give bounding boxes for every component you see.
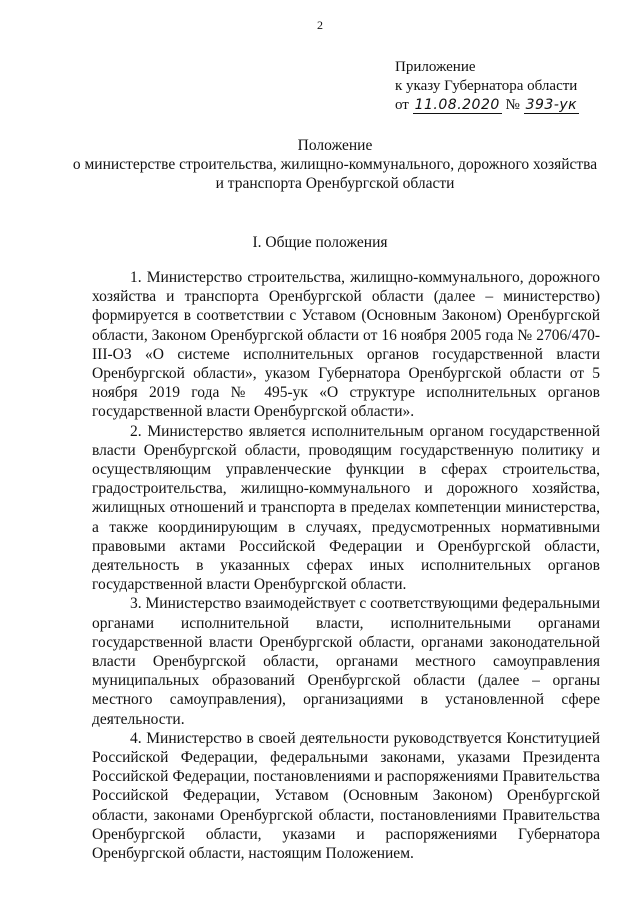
appendix-date-line <box>395 96 579 115</box>
paragraph-2: 2. Министерство является исполнительным органом государственной власти Оренбургской области, проводящим государственную политику и осуществляющим управленческие функции в сферах строительства, градостроительства, жилищно-коммунального и дорожного хозяйства, жилищных отношений и транспорта в пределах компетенции министерства, а также координирующим в случаях, предусмотренных нормативными правовыми актами Российской Федерации и Оренбургской области, деятельность в указанных сферах иных исполнительных органов государственной власти Оренбургской области. <box>92 422 600 594</box>
paragraph-4: 4. Министерство в своей деятельности руководствуется Конституцией Российской Федерации, федеральными законами, указами Президента Российской Федерации, постановлениями и распоряжениями Правительства Российской Федерации, Уставом (Основным Законом) Оренбургской области, законами Оренбургской области, постановлениями Правительства Оренбургской области, указами и распоряжениями Губернатора Оренбургской области, настоящим Положением. <box>92 729 600 863</box>
title-line-1: Положение <box>297 137 373 154</box>
section-heading: I. Общие положения <box>252 234 388 251</box>
date-prefix: от <box>395 97 409 113</box>
handwritten-date: 11.08.2020 <box>414 97 500 113</box>
document-body <box>92 268 600 863</box>
appendix-reference: к указу Губернатора области <box>395 78 578 94</box>
page-number: 2 <box>317 18 323 32</box>
appendix-block <box>395 58 579 115</box>
paragraph-1: 1. Министерство строительства, жилищно-коммунального, дорожного хозяйства и транспорта Оренбургской области (далее – министерство) формируется в соответствии с Уставом (Основным Законом) Оренбургской области, Законом Оренбургской области от 16 ноября 2005 года № 2706/470-III-ОЗ «О системе исполнительных органов государственной власти Оренбургской области», указом Губернатора Оренбургской области от 5 ноября 2019 года № 495-ук «О структуре исполнительных органов государственной власти Оренбургской области». <box>92 269 600 421</box>
number-prefix: № <box>505 97 520 113</box>
appendix-title: Приложение <box>395 59 476 75</box>
title-line-2: о министерстве строительства, жилищно-коммунального, дорожного хозяйства и транспорта Оренбургской области <box>72 156 598 192</box>
paragraph-3: 3. Министерство взаимодействует с соответствующими федеральными органами исполнительной власти, исполнительными органами государственной власти Оренбургской области, органами законодательной власти Оренбургской области, органами местного самоуправления муниципальных образований Оренбургской области (далее – органы местного самоуправления), организациями в установленной сфере деятельности. <box>92 595 600 728</box>
handwritten-number: 393-ук <box>525 97 578 113</box>
document-title <box>70 136 600 193</box>
